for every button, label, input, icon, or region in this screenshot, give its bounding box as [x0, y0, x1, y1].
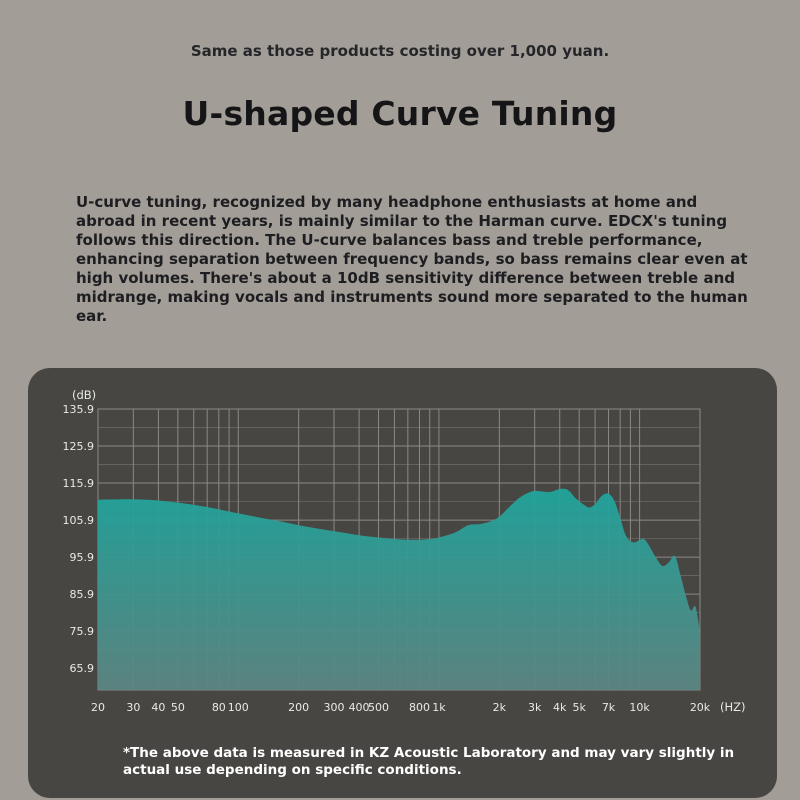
- x-tick-label: 200: [288, 701, 310, 714]
- y-tick-label: 125.9: [62, 440, 94, 454]
- x-tick-label: 20k: [689, 701, 711, 714]
- y-tick-label: 105.9: [62, 514, 94, 528]
- x-tick-label: 5k: [572, 701, 586, 714]
- y-tick-label: 135.9: [62, 403, 94, 416]
- x-tick-label: 10k: [629, 701, 650, 714]
- x-tick-label: 400: [348, 701, 370, 714]
- x-tick-label: 80: [211, 701, 226, 714]
- y-tick-label: 65.9: [69, 662, 94, 676]
- x-tick-label: 2k: [492, 701, 507, 714]
- y-tick-label: 85.9: [69, 588, 94, 602]
- x-tick-label: 50: [170, 701, 185, 714]
- page-title: U-shaped Curve Tuning: [182, 94, 618, 133]
- y-axis-label: (dB): [72, 388, 97, 402]
- x-tick-label: 300: [323, 701, 345, 714]
- x-tick-label: 7k: [601, 701, 616, 714]
- x-tick-label: 100: [227, 701, 249, 714]
- x-tick-label: 40: [151, 701, 166, 714]
- x-tick-label: 30: [126, 701, 141, 714]
- description-paragraph: U-curve tuning, recognized by many headphone enthusiasts at home and abroad in recent years, is mainly similar to the Harman curve. EDCX's tuning follows this direction. The U-curve balances bass and treble performance, enhancing separation between frequency bands, so bass remains clear even at high volumes. There's about a 10dB sensitivity difference between treble and midrange, making vocals and instruments sound more separated to the human ear.: [76, 193, 748, 325]
- x-tick-label: 800: [408, 701, 430, 714]
- y-tick-label: 115.9: [62, 477, 94, 491]
- curve-layer: [98, 489, 700, 690]
- x-tick-label: 3k: [527, 701, 542, 714]
- x-axis-label: (HZ): [720, 700, 746, 714]
- footnote: *The above data is measured in KZ Acoustic Laboratory and may vary slightly in actual use depending on specific conditions.: [123, 745, 735, 778]
- response-curve-area: [98, 489, 700, 690]
- x-tick-label: 1k: [432, 701, 446, 714]
- subtitle: Same as those products costing over 1,000 yuan.: [190, 42, 610, 60]
- y-tick-label: 75.9: [69, 625, 94, 639]
- y-tick-label: 95.9: [69, 551, 94, 565]
- x-tick-label: 4k: [553, 701, 567, 714]
- x-tick-label: 500: [368, 701, 390, 714]
- x-tick-label: 20: [91, 701, 105, 714]
